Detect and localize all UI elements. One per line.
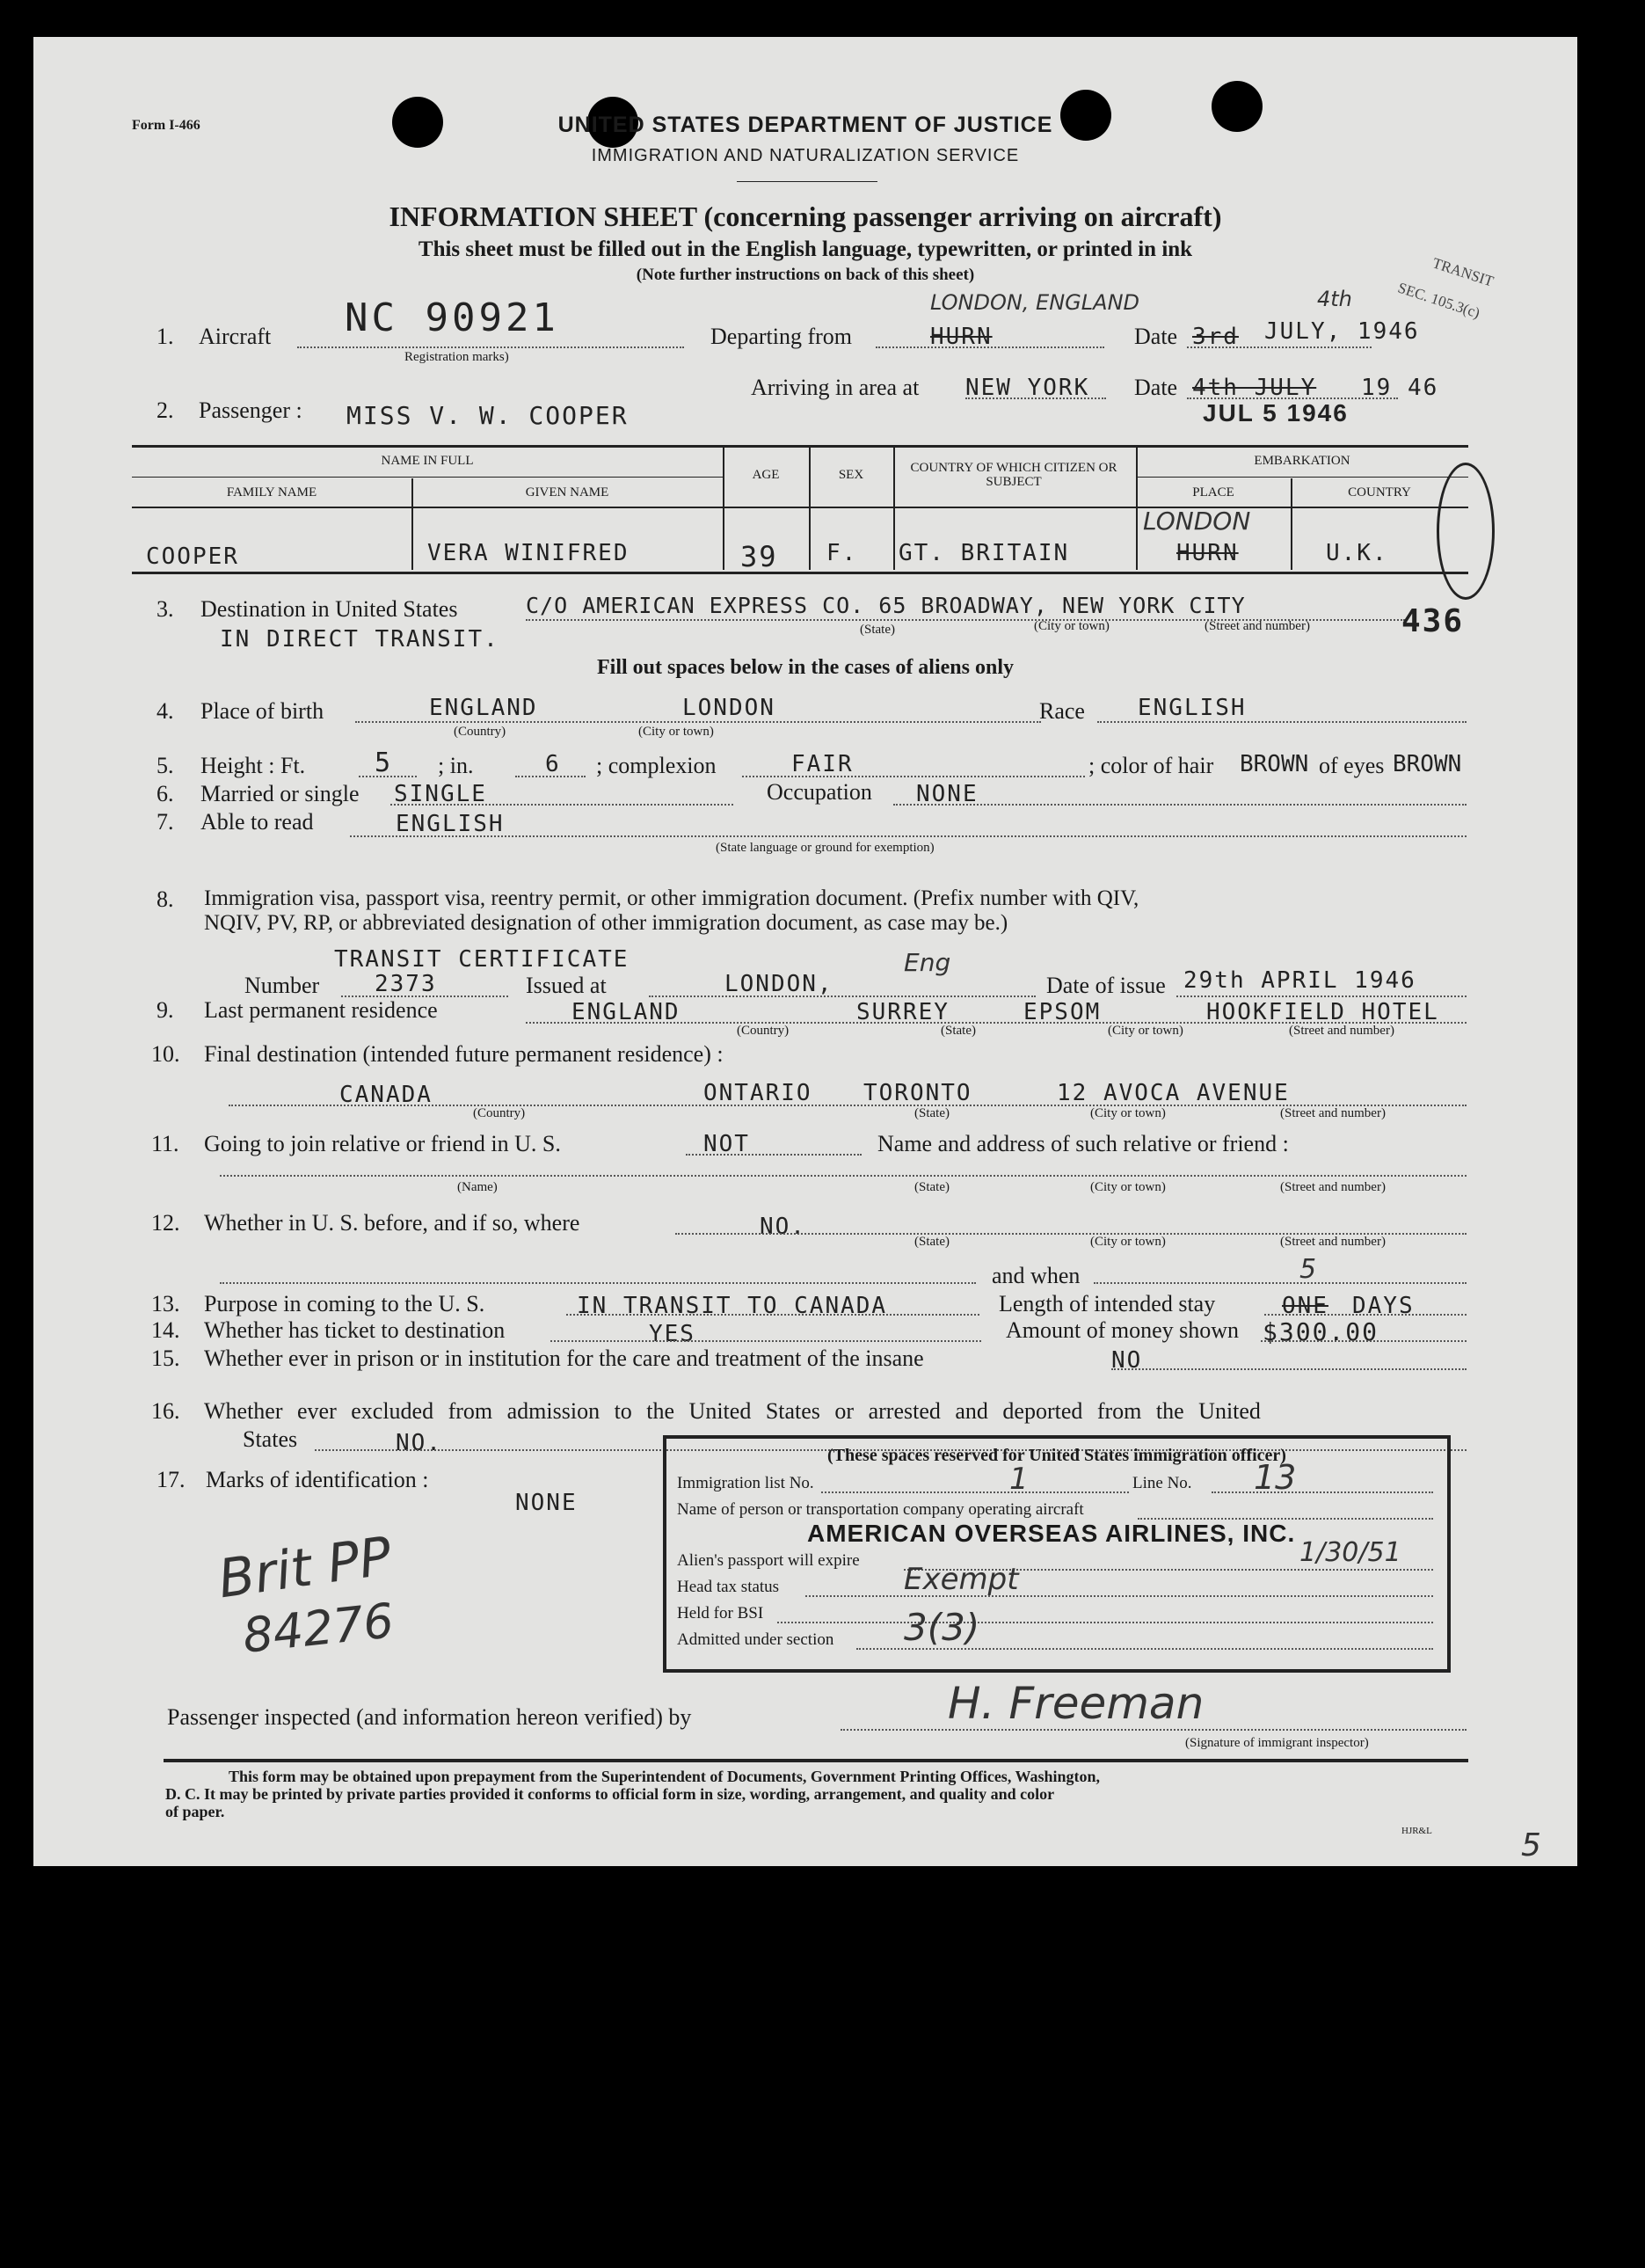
final-state-sub: (State) (914, 1106, 950, 1120)
aircraft-label: Aircraft (199, 324, 272, 349)
footer-note1: This form may be obtained upon prepayment from the Superintendent of Documents, Government Printing Offices, Washington, (229, 1768, 1101, 1785)
issue-date-value: 29th APRIL 1946 (1183, 967, 1416, 994)
item-number: 9. (156, 997, 174, 1023)
occupation-value: NONE (916, 781, 979, 807)
date2-struck: 4th JULY (1192, 375, 1317, 401)
join-street-sub: (Street and number) (1280, 1180, 1386, 1194)
footer-note2: D. C. It may be printed by private parties provided it conforms to official form in size, wording, arrangement, and quality and color (165, 1785, 1055, 1803)
before-city-sub: (City or town) (1090, 1235, 1166, 1249)
marks-hw2: 84276 (240, 1593, 397, 1664)
when-label: and when (992, 1263, 1081, 1288)
dest-state-sub: (State) (860, 623, 895, 637)
transit-stamp: TRANSIT (1430, 254, 1496, 290)
bsi-label: Held for BSI (677, 1604, 764, 1623)
passport-value: 1/30/51 (1299, 1537, 1401, 1568)
list-value: 1 (1009, 1462, 1029, 1497)
destination-label: Destination in United States (200, 596, 458, 622)
aircraft-sub: Registration marks) (404, 350, 509, 364)
sex: F. (826, 540, 858, 566)
final-street: 12 AVOCA AVENUE (1057, 1080, 1290, 1106)
when-hw: 5 (1299, 1254, 1317, 1285)
form-sheet (33, 37, 1577, 1866)
officer-box-title: (These spaces reserved for United States immigration officer) (827, 1446, 1286, 1465)
item-number: 14. (151, 1317, 180, 1343)
hair-value: BROWN (1240, 751, 1309, 777)
birth-country-sub: (Country) (454, 725, 506, 739)
th-given-name: GIVEN NAME (525, 485, 609, 500)
married-value: SINGLE (394, 781, 487, 807)
service-name: IMMIGRATION AND NATURALIZATION SERVICE (591, 146, 1020, 165)
join-state-sub: (State) (914, 1180, 950, 1194)
res-state-sub: (State) (941, 1024, 976, 1038)
number-436: 436 (1401, 603, 1465, 639)
final-street-sub: (Street and number) (1280, 1106, 1386, 1120)
issued-value: LONDON, (724, 971, 833, 997)
stay-label: Length of intended stay (999, 1291, 1216, 1316)
res-city-sub: (City or town) (1108, 1024, 1183, 1038)
table-top-border (132, 445, 1468, 448)
read-value: ENGLISH (396, 811, 505, 837)
form-subtitle: This sheet must be filled out in the English language, typewritten, or printed in ink (418, 237, 1193, 261)
aliens-note: Fill out spaces below in the cases of aliens only (596, 656, 1014, 679)
th-citizen-country: COUNTRY OF WHICH CITIZEN OR SUBJECT (910, 461, 1117, 489)
passenger-value: MISS V. W. COOPER (346, 401, 629, 430)
visa-doc: TRANSIT CERTIFICATE (334, 946, 630, 973)
item-number: 15. (151, 1345, 180, 1371)
res-country-sub: (Country) (737, 1024, 790, 1038)
date-stamp: JUL 5 1946 (1203, 399, 1349, 427)
date2-label: Date (1134, 375, 1178, 400)
family-name: COOPER (146, 543, 239, 570)
purpose-label: Purpose in coming to the U. S. (204, 1291, 485, 1316)
item-number: 6. (156, 781, 174, 806)
embark-country: U.K. (1326, 540, 1388, 566)
prison-label: Whether ever in prison or in institution for the care and treatment of the insane (204, 1345, 924, 1371)
in-label: ; in. (438, 753, 474, 778)
read-sub: (State language or ground for exemption) (716, 841, 935, 855)
section-value: 3(3) (904, 1606, 980, 1649)
company-label: Name of person or transportation company operating aircraft (677, 1500, 1084, 1519)
th-age: AGE (752, 468, 780, 482)
marks-hw1: Brit PP (215, 1525, 396, 1611)
date-value: JULY, 1946 (1264, 318, 1420, 345)
birth-city: LONDON (682, 695, 775, 721)
eyes-value: BROWN (1393, 751, 1462, 777)
departing-hw: LONDON, ENGLAND (930, 290, 1139, 315)
th-country: COUNTRY (1348, 485, 1411, 500)
ticket-value: YES (649, 1321, 695, 1347)
th-family-name: FAMILY NAME (226, 485, 317, 500)
line-value: 13 (1254, 1458, 1297, 1497)
margin-hw: 5 (1521, 1827, 1541, 1863)
height-in: 6 (545, 751, 561, 777)
passport-label: Alien's passport will expire (677, 1551, 860, 1570)
footer-note3: of paper. (165, 1803, 225, 1820)
final-city: TORONTO (863, 1080, 972, 1106)
res-street: HOOKFIELD HOTEL (1206, 999, 1439, 1025)
join-city-sub: (City or town) (1090, 1180, 1166, 1194)
prison-value: NO (1111, 1347, 1143, 1374)
list-label: Immigration list No. (677, 1474, 814, 1492)
ticket-label: Whether has ticket to destination (204, 1317, 506, 1343)
dest-street-sub: (Street and number) (1205, 619, 1310, 633)
footer-rule (164, 1759, 1468, 1762)
visa-text2: NQIV, PV, RP, or abbreviated designation of other immigration document, as case may be.) (204, 911, 1008, 935)
table-header-divider (132, 507, 1468, 508)
married-label: Married or single (200, 781, 360, 806)
tax-value: Exempt (904, 1562, 1019, 1597)
read-label: Able to read (200, 809, 314, 835)
section-label: Admitted under section (677, 1630, 834, 1649)
join-name-sub: (Name) (457, 1180, 498, 1194)
join-label: Going to join relative or friend in U. S. (204, 1131, 561, 1156)
join-label2: Name and address of such relative or friend : (877, 1131, 1289, 1156)
res-state: SURREY (856, 999, 950, 1025)
final-state: ONTARIO (703, 1080, 812, 1106)
passenger-label: Passenger : (199, 397, 302, 423)
final-city-sub: (City or town) (1090, 1106, 1166, 1120)
circle-mark (1437, 463, 1495, 600)
line-label: Line No. (1132, 1474, 1192, 1492)
form-title: INFORMATION SHEET (concerning passenger arriving on aircraft) (389, 201, 1222, 232)
issued-label: Issued at (526, 973, 607, 998)
item-number: 3. (156, 596, 174, 622)
before-state-sub: (State) (914, 1235, 950, 1249)
birth-city-sub: (City or town) (638, 725, 714, 739)
eyes-label: of eyes (1319, 753, 1385, 778)
th-embarkation: EMBARKATION (1254, 454, 1350, 468)
item-number: 1. (156, 324, 174, 349)
visa-text1: Immigration visa, passport visa, reentry permit, or other immigration document. (Prefix number with QIV, (204, 886, 1139, 910)
final-country-sub: (Country) (473, 1106, 526, 1120)
hair-label: ; color of hair (1088, 753, 1214, 778)
date-struck: 3rd (1192, 324, 1239, 350)
marks-label: Marks of identification : (206, 1467, 429, 1492)
th-place: PLACE (1192, 485, 1234, 500)
excluded-value: NO. (396, 1430, 442, 1456)
height-ft: 5 (375, 747, 393, 778)
before-street-sub: (Street and number) (1280, 1235, 1386, 1249)
officer-box (663, 1435, 1451, 1673)
item-number: 10. (151, 1041, 180, 1067)
destination-value2: IN DIRECT TRANSIT. (220, 626, 499, 653)
complexion-value: FAIR (791, 751, 854, 777)
marks-value: NONE (515, 1490, 578, 1516)
dept-name: UNITED STATES DEPARTMENT OF JUSTICE (557, 113, 1053, 137)
excluded-label2: States (243, 1426, 298, 1452)
stay-struck: ONE (1282, 1293, 1328, 1319)
inspector-signature: H. Freeman (948, 1678, 1205, 1729)
item-number: 12. (151, 1210, 180, 1236)
item-number: 16. (151, 1398, 180, 1424)
arriving-value: NEW YORK (965, 375, 1090, 401)
money-label: Amount of money shown (1006, 1317, 1240, 1343)
table-bottom-border (132, 572, 1468, 574)
form-number: Form I-466 (132, 118, 200, 133)
company-value: AMERICAN OVERSEAS AIRLINES, INC. (807, 1520, 1296, 1547)
money-value: $300.00 (1263, 1317, 1379, 1346)
residence-label: Last permanent residence (204, 997, 438, 1023)
dest-city-sub: (City or town) (1034, 619, 1110, 633)
race-label: Race (1039, 698, 1085, 724)
aircraft-value: NC 90921 (345, 295, 559, 340)
final-dest-label: Final destination (intended future permanent residence) : (204, 1041, 724, 1067)
complexion-label: ; complexion (596, 753, 717, 778)
item-number: 5. (156, 753, 174, 778)
departing-struck: HURN (930, 324, 993, 350)
date-label: Date (1134, 324, 1178, 349)
number-value: 2373 (375, 971, 437, 997)
birth-label: Place of birth (200, 698, 324, 724)
sec-stamp: SEC. 105.3(c) (1395, 279, 1482, 322)
before-label: Whether in U. S. before, and if so, where (204, 1210, 580, 1236)
purpose-value: IN TRANSIT TO CANADA (577, 1293, 888, 1319)
final-country: CANADA (339, 1082, 433, 1108)
date2-value: 19 46 (1361, 375, 1439, 401)
item-number: 2. (156, 397, 174, 423)
given-name: VERA WINIFRED (427, 540, 630, 566)
departing-label: Departing from (710, 324, 853, 349)
issued-hw: Eng (904, 948, 951, 977)
th-sex: SEX (838, 468, 864, 482)
age: 39 (740, 540, 778, 573)
inspected-label: Passenger inspected (and information hereon verified) by (167, 1704, 692, 1730)
citizen: GT. BRITAIN (899, 540, 1070, 566)
res-city: EPSOM (1023, 999, 1102, 1025)
before-value: NO. (760, 1214, 806, 1240)
signature-sub: (Signature of immigrant inspector) (1185, 1736, 1369, 1750)
item-number: 11. (151, 1131, 179, 1156)
item-number: 4. (156, 698, 174, 724)
number-label: Number (244, 973, 320, 998)
stay-value: DAYS (1352, 1293, 1415, 1319)
excluded-label: Whether ever excluded from admission to the United States or arrested and deported from the United (204, 1398, 1261, 1424)
printer-mark: HJR&L (1401, 1826, 1432, 1836)
item-number: 13. (151, 1291, 180, 1316)
item-number: 17. (156, 1467, 186, 1492)
height-label: Height : Ft. (200, 753, 306, 778)
place-hw: LONDON (1143, 507, 1251, 536)
tax-label: Head tax status (677, 1578, 780, 1596)
res-country: ENGLAND (571, 999, 681, 1025)
item-number: 7. (156, 809, 174, 835)
race-value: ENGLISH (1138, 695, 1247, 721)
birth-country: ENGLAND (429, 695, 538, 721)
form-note: (Note further instructions on back of this sheet) (636, 266, 975, 284)
item-number: 8. (156, 886, 174, 912)
join-value: NOT (703, 1131, 750, 1157)
arriving-label: Arriving in area at (751, 375, 920, 400)
date-hw: 4th (1317, 287, 1352, 311)
destination-value: C/O AMERICAN EXPRESS CO. 65 BROADWAY, NEW YORK CITY (526, 593, 1246, 618)
res-street-sub: (Street and number) (1289, 1024, 1394, 1038)
place-struck: HURN (1176, 540, 1239, 566)
issue-date-label: Date of issue (1046, 973, 1166, 998)
occupation-label: Occupation (767, 779, 872, 805)
th-name-in-full: NAME IN FULL (381, 454, 474, 468)
